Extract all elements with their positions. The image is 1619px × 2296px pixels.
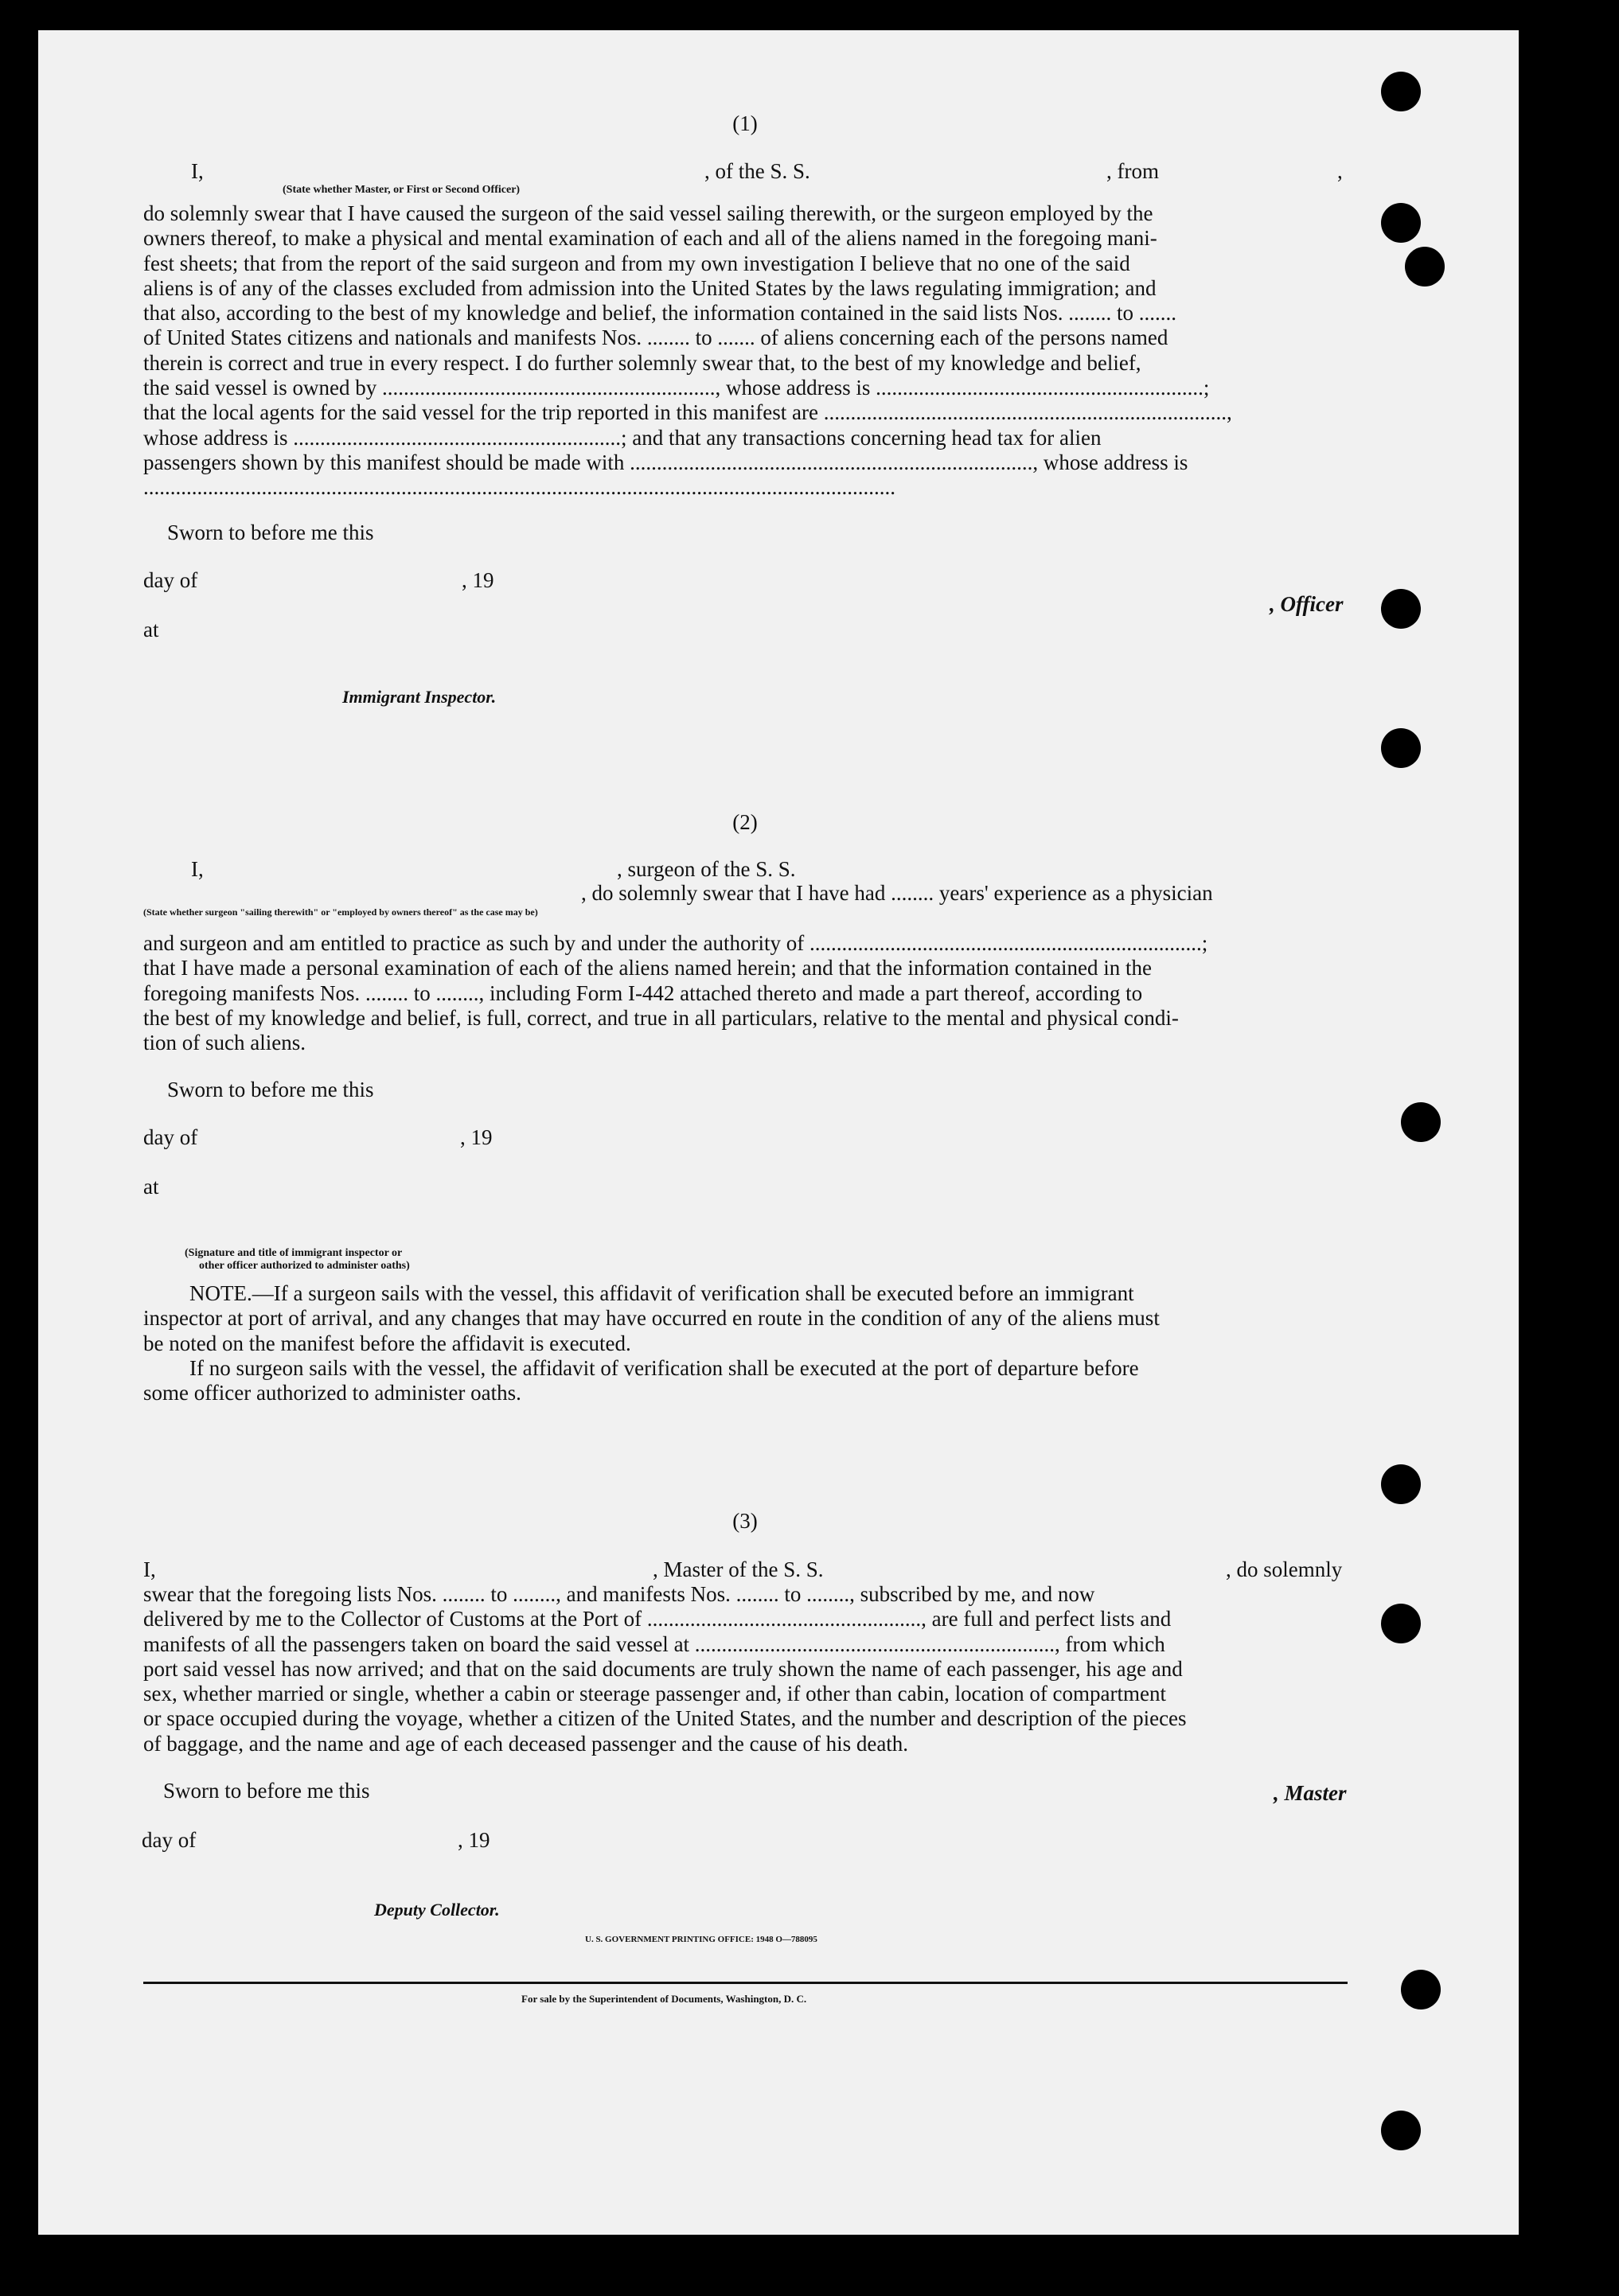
- section-2-year: , 19: [460, 1125, 493, 1149]
- punch-hole-2: [1381, 203, 1421, 243]
- section-1-line: do solemnly swear that I have caused the surgeon of the said vessel sailing therewith, or the surgeon employed by the: [143, 201, 1153, 225]
- section-1-officer: , Officer: [1270, 592, 1344, 616]
- section-3-line: of baggage, and the name and age of each deceased passenger and the cause of his death.: [143, 1731, 909, 1756]
- section-1-i: I,: [191, 159, 204, 183]
- punch-hole-1: [1381, 72, 1421, 111]
- section-2-body: [143, 931, 1348, 1055]
- section-3-heading: (3): [732, 1509, 758, 1533]
- section-1-line: that also, according to the best of my knowledge and belief, the information contained in the said lists Nos. ........ to .......: [143, 301, 1176, 325]
- punch-hole-8: [1381, 1604, 1421, 1643]
- section-3-line: delivered by me to the Collector of Customs at the Port of ..................................................., are full and perfect lists and: [143, 1607, 1172, 1631]
- section-1-vessel-label: , of the S. S.: [704, 159, 810, 183]
- section-3-line: or space occupied during the voyage, whether a citizen of the United States, and the number and description of the pieces: [143, 1706, 1187, 1731]
- section-2-i: I,: [191, 857, 204, 881]
- surgeon-instruction-note: (State whether surgeon "sailing therewith" or "employed by owners thereof" as the case may be): [143, 906, 538, 918]
- section-1-line: aliens is of any of the classes excluded from admission into the United States by the laws regulating immigration; and: [143, 275, 1157, 300]
- section-3-year: , 19: [458, 1828, 490, 1852]
- section-1-line: the said vessel is owned by .............................................................., whose address is .............................................................;: [143, 376, 1210, 400]
- section-3-body: [143, 1582, 1348, 1756]
- section-3-line: swear that the foregoing lists Nos. ........ to ........, and manifests Nos. ........ to ........, subscribed by me, and now: [143, 1582, 1095, 1606]
- immigrant-inspector-caption: Immigrant Inspector.: [342, 687, 497, 707]
- section-2-line: foregoing manifests Nos. ........ to ........, including Form I-442 attached thereto and made a part thereof, according to: [143, 980, 1143, 1005]
- section-1-line: fest sheets; that from the report of the said surgeon and from my own investigation I believe that no one of the said: [143, 251, 1130, 275]
- punch-hole-10: [1381, 2111, 1421, 2150]
- section-2-day-of: day of: [143, 1125, 198, 1149]
- sale-notice: For sale by the Superintendent of Documents, Washington, D. C.: [521, 1993, 807, 2005]
- section-3-line-end: , do solemnly: [1226, 1557, 1343, 1581]
- punch-hole-9: [1401, 1970, 1441, 2009]
- note-text: —If a surgeon sails with the vessel, this affidavit of verification shall be executed before an immigrant: [252, 1281, 1134, 1305]
- section-2-heading: (2): [732, 810, 758, 834]
- footer-rule: [143, 1982, 1348, 1984]
- section-1-day-of: day of: [143, 568, 198, 592]
- section-3-master: , Master: [1274, 1781, 1347, 1805]
- section-1-heading: (1): [732, 111, 758, 135]
- section-1-line: owners thereof, to make a physical and mental examination of each and all of the aliens named in the foregoing mani-: [143, 226, 1157, 251]
- note-line: If no surgeon sails with the vessel, the affidavit of verification shall be executed at the port of departure before: [189, 1355, 1139, 1380]
- section-1-line: passengers shown by this manifest should be made with ..........................................................................., whose address is: [143, 450, 1188, 474]
- deputy-collector-caption: Deputy Collector.: [374, 1900, 500, 1920]
- section-1-year: , 19: [462, 568, 494, 592]
- section-2-sworn: Sworn to before me this: [167, 1078, 374, 1101]
- section-2-vessel-label: , surgeon of the S. S.: [617, 857, 796, 881]
- note-label: NOTE.: [189, 1281, 252, 1305]
- section-2-at: at: [143, 1175, 159, 1199]
- section-1-line: whose address is .............................................................; and that any transactions concerning head tax for alien: [143, 425, 1102, 450]
- section-1-line: that the local agents for the said vessel for the trip reported in this manifest are ...........................................................................,: [143, 400, 1232, 425]
- note-line: be noted on the manifest before the affidavit is executed.: [143, 1331, 631, 1355]
- section-2-experience-line: , do solemnly swear that I have had ........ years' experience as a physician: [581, 881, 1213, 905]
- section-3-day-of: day of: [142, 1828, 197, 1852]
- section-1-from-label: , from: [1106, 159, 1159, 183]
- section-3-line: manifests of all the passengers taken on board the said vessel at ..................................................................., from which: [143, 1631, 1165, 1656]
- printing-office-imprint: U. S. GOVERNMENT PRINTING OFFICE: 1948 O—788095: [585, 1935, 817, 1944]
- punch-hole-4: [1381, 589, 1421, 629]
- section-1-line-end: ,: [1337, 159, 1343, 183]
- signature-note-line-2: other officer authorized to administer oaths): [199, 1260, 410, 1272]
- note-line: some officer authorized to administer oaths.: [143, 1381, 521, 1405]
- punch-hole-6: [1401, 1102, 1441, 1142]
- section-1-line: therein is correct and true in every respect. I do further solemnly swear that, to the best of my knowledge and belief,: [143, 350, 1141, 375]
- note-block: [143, 1281, 1348, 1405]
- punch-hole-7: [1381, 1464, 1421, 1504]
- section-1-body: [143, 201, 1348, 501]
- section-1-sworn: Sworn to before me this: [167, 520, 374, 544]
- signature-note-line-1: (Signature and title of immigrant inspector or: [185, 1247, 403, 1259]
- section-1-address-continuation: ............................................................................................................................................: [143, 475, 895, 500]
- section-3-i: I,: [143, 1557, 156, 1581]
- section-2-line: and surgeon and am entitled to practice as such by and under the authority of .........................................................................;: [143, 931, 1208, 955]
- note-line: [143, 1281, 1348, 1306]
- section-3-line: sex, whether married or single, whether a cabin or steerage passenger and, if other than cabin, location of compartment: [143, 1682, 1167, 1706]
- note-line: inspector at port of arrival, and any changes that may have occurred en route in the condition of any of the aliens must: [143, 1306, 1160, 1331]
- section-3-line: port said vessel has now arrived; and that on the said documents are truly shown the name of each passenger, his age and: [143, 1656, 1183, 1681]
- section-1-at: at: [143, 618, 159, 641]
- section-2-line: that I have made a personal examination of each of the aliens named herein; and that the information contained in the: [143, 956, 1153, 980]
- section-3-master-label: , Master of the S. S.: [653, 1557, 824, 1581]
- punch-hole-5: [1381, 728, 1421, 768]
- section-3-sworn: Sworn to before me this: [163, 1779, 370, 1803]
- section-2-line: tion of such aliens.: [143, 1031, 306, 1055]
- section-2-line: the best of my knowledge and belief, is full, correct, and true in all particulars, relative to the mental and physical condi-: [143, 1005, 1179, 1030]
- section-1-line: of United States citizens and nationals and manifests Nos. ........ to ....... of aliens concerning each of the persons named: [143, 325, 1168, 350]
- punch-hole-3: [1405, 247, 1445, 287]
- officer-instruction-note: (State whether Master, or First or Second Officer): [283, 184, 521, 196]
